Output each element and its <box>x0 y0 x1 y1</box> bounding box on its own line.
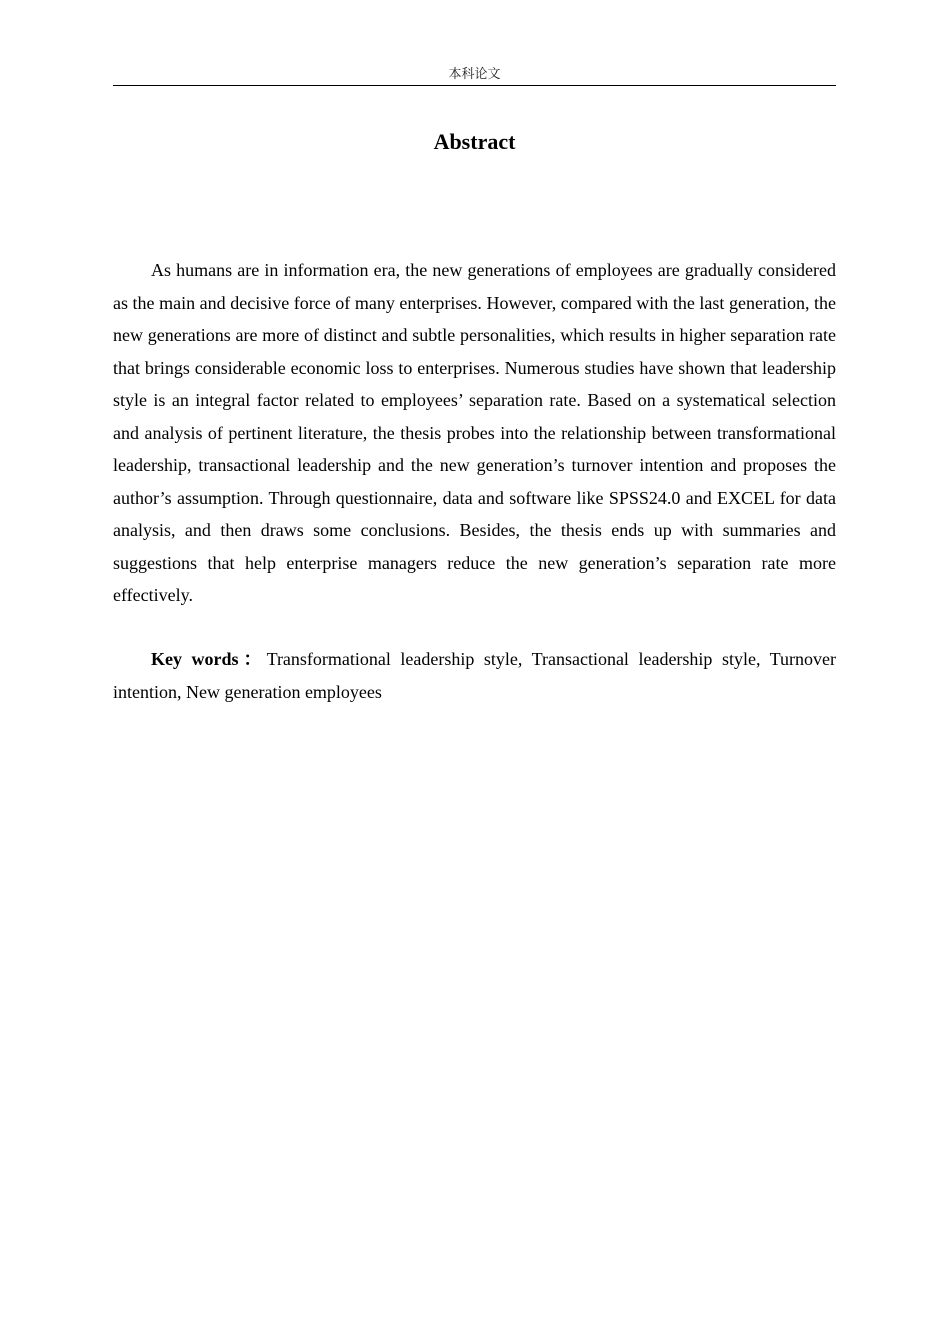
running-header: 本科论文 <box>448 67 501 82</box>
header-rule <box>113 85 836 86</box>
keywords-text: Transformational leadership style, Transactional leadership style, Turnover intention, New generation employees <box>113 649 836 702</box>
abstract-title: Abstract <box>433 129 516 154</box>
keywords-label: Key words： <box>151 649 267 669</box>
abstract-body: As humans are in information era, the new generations of employees are gradually considered as the main and decisive force of many enterprises. However, compared with the last generation, the new generations are more of distinct and subtle personalities, which results in higher separation rate that brings considerable economic loss to enterprises. Numerous studies have shown that leadership style is an integral factor related to employees’ separation rate. Based on a systematical selection and analysis of pertinent literature, the thesis probes into the relationship between transformational leadership, transactional leadership and the new generation’s turnover intention and proposes the author’s assumption. Through questionnaire, data and software like SPSS24.0 and EXCEL for data analysis, and then draws some conclusions. Besides, the thesis ends up with summaries and suggestions that help enterprise managers reduce the new generation’s separation rate more effectively. <box>113 260 836 605</box>
keywords-paragraph <box>113 643 836 708</box>
